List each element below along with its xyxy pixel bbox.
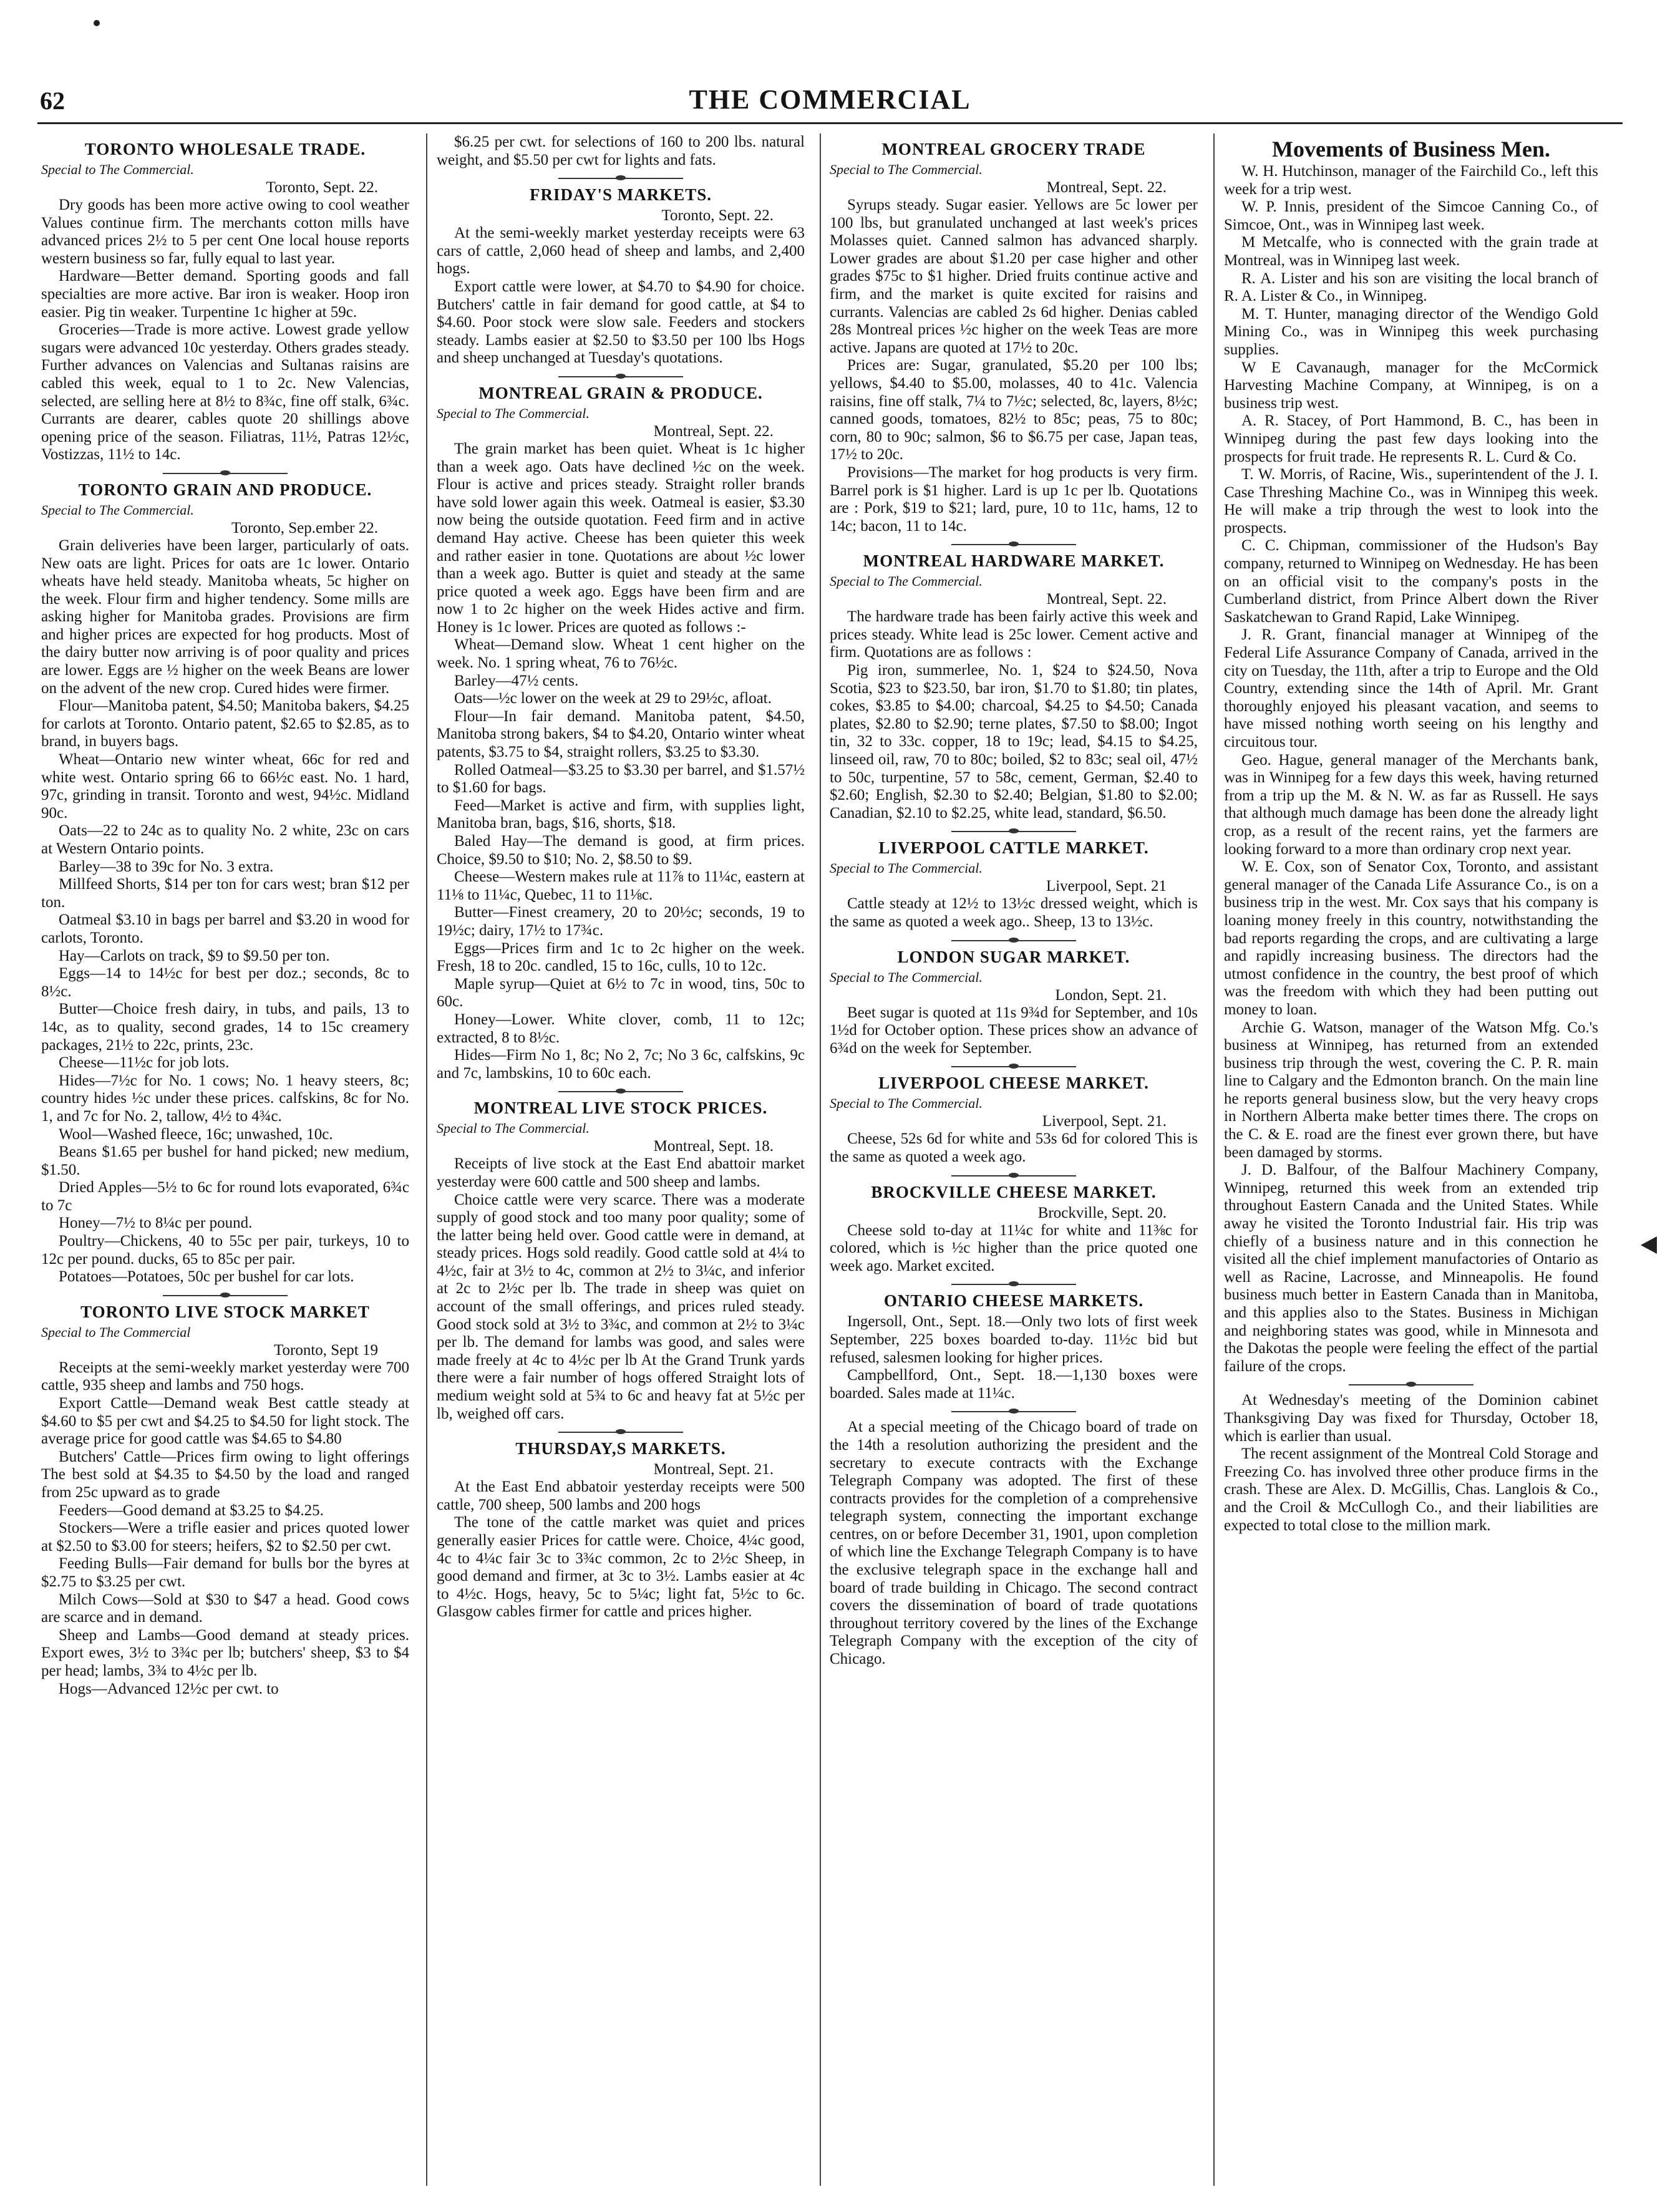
column-1 bbox=[41, 133, 409, 1698]
section-separator bbox=[951, 544, 1076, 545]
article-paragraph: The tone of the cattle market was quiet and prices generally easier Prices for cattle were. Choice, 4¼c good, 4c to 4¼c fair 3c to 3¾c common, 2c to 2½c Sheep, in good demand and firmer, at 3c to 3½. Lambs easier at 4c to 4½c. Hogs, heavy, 5c to 5¼c; light fat, 5½c to 6c. Glasgow cables firmer for cattle and prices higher. bbox=[437, 1514, 805, 1621]
article-section bbox=[830, 831, 1198, 931]
special-byline: Special to The Commercial. bbox=[830, 162, 983, 177]
special-byline: Special to The Commercial. bbox=[830, 860, 983, 876]
article-paragraph: Pig iron, summerlee, No. 1, $24 to $24.50, Nova Scotia, $23 to $23.50, bar iron, $1.70 to $1.80; tin plates, cokes, $3.85 to $4.00; charcoal, $4.25 to $4.50; Canada plates, $2.80 to $2.90; terne plates, $7.50 to $8.00; Ingot tin, 32 to 33c. copper, 18 to 19c; lead, $4.15 to $4.25, linseed oil, raw, 70 to 80c; boiled, $2 to 83c; seal oil, 47½ to 50c, turpentine, 57 to 58c, cement, German, $2.40 to $2.60; English, $2.30 to $2.40; Belgian, $1.80 to $2.00; Canadian, $2.10 to $2.25, white lead, standard, $6.50. bbox=[830, 662, 1198, 822]
section-separator bbox=[951, 1175, 1076, 1176]
article-paragraph: At the semi-weekly market yesterday receipts were 63 cars of cattle, 2,060 head of sheep and lambs, and 2,400 hogs. bbox=[437, 225, 805, 278]
column-3 bbox=[830, 133, 1198, 1669]
article-paragraph: Oatmeal $3.10 in bags per barrel and $3.20 in wood for carlots, Toronto. bbox=[41, 911, 409, 946]
special-byline: Special to The Commercial. bbox=[830, 1095, 983, 1112]
special-byline: Special to The Commercial. bbox=[41, 162, 194, 177]
section-separator bbox=[558, 178, 683, 179]
article-paragraph: Sheep and Lambs—Good demand at steady prices. Export ewes, 3½ to 3¾c per lb; butchers' sheep, $3 to $4 per head; lambs, 3¾ to 4½c per lb. bbox=[41, 1626, 409, 1679]
article-paragraph: Hay—Carlots on track, $9 to $9.50 per ton. bbox=[59, 947, 330, 964]
article-section bbox=[437, 376, 805, 1082]
dateline: Montreal, Sept. 22. bbox=[1046, 179, 1167, 196]
article-paragraph: Syrups steady. Sugar easier. Yellows are 5c lower per 100 lbs, but granulated unchanged at last week's prices Molasses quiet. Canned salmon has advanced sharply. Lower grades are about $1.20 per case higher and other grades $75c to $1 higher. Dried fruits continue active and firm, and the market is quite excited for raisins and currants. Valencias are cabled 2s 6d higher. Denias cabled 28s Montreal prices ½c higher on the week Teas are more active. Japans are quoted at 17½ to 20c. bbox=[830, 196, 1198, 356]
section-separator bbox=[951, 1411, 1076, 1412]
article-paragraph: Geo. Hague, general manager of the Merchants bank, was in Winnipeg for a few days this week, having returned from a trip up the M. & N. W. as far as Russell. He says that although much damage has been done the already light crop, as a result of the recent rains, yet the farmers are looking forward to a more than ordinary crop next year. bbox=[1224, 751, 1598, 858]
article-paragraph: Archie G. Watson, manager of the Watson Mfg. Co.'s business at Winnipeg, has returned from an extended business trip through the west, covering the C. P. R. main line to Calgary and the Edmonton branch. On the main line he reports general business slow, but the very heavy crops in Northern Alberta make better times there. The crops on the C. & E. road are the finest ever grown there, but have been damaged by storms. bbox=[1224, 1019, 1598, 1161]
article-section bbox=[830, 1066, 1198, 1166]
margin-pointer-mark bbox=[1641, 1236, 1657, 1254]
article-section bbox=[830, 940, 1198, 1058]
column-divider bbox=[820, 133, 821, 2186]
article-section bbox=[1224, 1384, 1598, 1535]
dateline: Toronto, Sept. 22. bbox=[661, 207, 774, 225]
section-separator bbox=[558, 376, 683, 377]
article-paragraph: The recent assignment of the Montreal Cold Storage and Freezing Co. has involved three other produce firms in the crash. These are Alex. D. McGillis, Chas. Langlois & Co., and the Croil & McCullogh Co., and their liabilities are expected to total close to the million mark. bbox=[1224, 1445, 1598, 1534]
article-paragraph: W E Cavanaugh, manager for the McCormick Harvesting Machine Company, at Winnipeg, is on a business trip west. bbox=[1224, 359, 1598, 412]
dateline: Montreal, Sept. 22. bbox=[653, 422, 774, 440]
article-section bbox=[830, 1175, 1198, 1276]
article-section bbox=[1224, 137, 1598, 1375]
article-paragraph: Ingersoll, Ont., Sept. 18.—Only two lots of first week September, 225 boxes boarded to-day. 11½c bid but refused, salesmen looking for higher prices. bbox=[830, 1313, 1198, 1366]
article-paragraph: J. D. Balfour, of the Balfour Machinery Company, Winnipeg, returned this week from an extended trip throughout Eastern Canada and the United States. While away he visited the Toronto Industrial fair. His trip was chiefly of a business nature and in this connection he visited all the chief implement manufactories of Ontario as well as Racine, Lacrosse, and Minneapolis. He found business much better in Eastern Canada than in Manitoba, and this applies also to the States. Business in Michigan and neighboring states was good, while in Minnesota and the Dakotas the people were feeling the effect of the partial failure of the crops. bbox=[1224, 1162, 1598, 1375]
section-heading: MONTREAL HARDWARE MARKET. bbox=[863, 551, 1165, 571]
article-paragraph: Receipts at the semi-weekly market yesterday were 700 cattle, 935 sheep and lambs and 750 hogs. bbox=[41, 1359, 409, 1394]
article-paragraph: Stockers—Were a trifle easier and prices quoted lower at $2.50 to $3.00 for steers; heifers, $2 to $2.50 per cwt. bbox=[41, 1520, 409, 1555]
section-heading: MONTREAL GROCERY TRADE bbox=[881, 140, 1146, 158]
article-paragraph: Oats—22 to 24c as to quality No. 2 white, 23c on cars at Western Ontario points. bbox=[41, 822, 409, 857]
article-paragraph: Cheese—11½c for job lots. bbox=[59, 1054, 230, 1072]
article-paragraph: $6.25 per cwt. for selections of 160 to 200 lbs. natural weight, and $5.50 per cwt for lights and fats. bbox=[437, 133, 805, 168]
section-heading: TORONTO GRAIN AND PRODUCE. bbox=[78, 480, 372, 499]
article-paragraph: Hides—Firm No 1, 8c; No 2, 7c; No 3 6c, calfskins, 9c and 7c, lambskins, 10 to 60c each. bbox=[437, 1047, 805, 1082]
section-separator bbox=[558, 1091, 683, 1092]
article-paragraph: At Wednesday's meeting of the Dominion cabinet Thanksgiving Day was fixed for Thursday, October 18, which is earlier than usual. bbox=[1224, 1392, 1598, 1445]
article-paragraph: Potatoes—Potatoes, 50c per bushel for car lots. bbox=[59, 1268, 354, 1286]
article-paragraph: W. H. Hutchinson, manager of the Fairchild Co., left this week for a trip west. bbox=[1224, 163, 1598, 198]
section-separator bbox=[1349, 1384, 1473, 1385]
article-paragraph: Butter—Choice fresh dairy, in tubs, and pails, 13 to 14c, as to quality, second grades, 14 to 15c creamery packages, 21½ to 22c, prints, 23c. bbox=[41, 1001, 409, 1054]
section-heading: BROCKVILLE CHEESE MARKET. bbox=[871, 1182, 1157, 1201]
article-section bbox=[41, 473, 409, 1286]
section-heading: FRIDAY'S MARKETS. bbox=[529, 185, 712, 205]
article-paragraph: Cheese sold to-day at 11¼c for white and 11⅜c for colored, which is ½c higher than the price quoted one week ago. Market excited. bbox=[830, 1221, 1198, 1274]
article-paragraph: The grain market has been quiet. Wheat is 1c higher than a week ago. Oats have declined ½c on the week. Flour is active and prices steady. Straight roller brands have sold lower again this week. Oatmeal is easier, $3.30 now being the outside quotation. Feed firm and in active demand Hay active. Cheese has been quieter this week and rather easier in tone. Quotations are about ½c lower than a week ago. Butter is quiet and steady at the same price quoted a week ago. Eggs have been firm and are now 1 to 2c higher on the week Hides active and firm. Honey is 1c lower. Prices are quoted as follows :- bbox=[437, 440, 805, 636]
special-byline: Special to The Commercial. bbox=[830, 969, 983, 985]
special-byline: Special to The Commercial. bbox=[41, 502, 194, 518]
article-paragraph: Butter—Finest creamery, 20 to 20½c; seconds, 19 to 19½c; dairy, 17½ to 17¾c. bbox=[437, 904, 805, 939]
column-divider bbox=[426, 133, 427, 2186]
section-separator bbox=[163, 1295, 288, 1296]
section-heading: LIVERPOOL CHEESE MARKET. bbox=[878, 1074, 1149, 1093]
article-section bbox=[437, 1091, 805, 1423]
article-paragraph: Export cattle were lower, at $4.70 to $4.90 for choice. Butchers' cattle in fair demand for good cattle, at $4 to $4.60. Poor stock were slow sale. Feeders and stockers steady. Lambs easier at $2.50 to $3.50 per 100 lbs Hogs and sheep unchanged at Tuesday's quotations. bbox=[437, 278, 805, 367]
section-heading: MONTREAL GRAIN & PRODUCE. bbox=[478, 383, 763, 402]
article-paragraph: Wool—Washed fleece, 16c; unwashed, 10c. bbox=[59, 1125, 333, 1143]
article-paragraph: Flour—In fair demand. Manitoba patent, $4.50, Manitoba strong bakers, $4 to $4.20, Ontario winter wheat patents, $3.75 to $4, straight rollers, $3.25 to $3.30. bbox=[437, 707, 805, 761]
article-paragraph: Provisions—The market for hog products is very firm. Barrel pork is $1 higher. Lard is up 1c per lb. Quotations are : Pork, $19 to $21; lard, pure, 10 to 11c, hams, 12 to 14c; bacon, 11 to 14c. bbox=[830, 463, 1198, 535]
dateline: Liverpool, Sept. 21 bbox=[1046, 878, 1167, 895]
article-paragraph: Receipts of live stock at the East End abattoir market yesterday were 600 cattle and 500 sheep and lambs. bbox=[437, 1155, 805, 1190]
article-section bbox=[830, 544, 1198, 822]
section-heading: LONDON SUGAR MARKET. bbox=[897, 947, 1130, 966]
article-paragraph: Grain deliveries have been larger, particularly of oats. New oats are light. Prices for oats are 1c lower. Ontario wheats have held steady. Manitoba wheats, 5c higher on the week. Flour firm and higher tendency. Some mills are asking higher for Manitoba grades. Provisions are firm and higher prices are expected for hog products. Most of the dairy butter now arriving is of poor quality and prices are lower. Eggs are ½ higher on the week Beans are lower on the advent of the new crop. Cured hides were firmer. bbox=[41, 536, 409, 697]
article-paragraph: W. E. Cox, son of Senator Cox, Toronto, and assistant general manager of the Canada Life Assurance Co., is on a business trip in the west. Mr. Cox says that his company is loaning money freely in this country, notwithstanding the bad reports regarding the crops, and are cultivating a large and rapidly increasing business. The directors had the utmost confidence in the country, the best proof of which was the freedom with which they had been putting out money to loan. bbox=[1224, 858, 1598, 1018]
article-paragraph: Export Cattle—Demand weak Best cattle steady at $4.60 to $5 per cwt and $4.25 to $4.50 for light stock. The average price for good cattle was $4.65 to $4.80 bbox=[41, 1395, 409, 1448]
column-divider bbox=[1213, 133, 1215, 2186]
article-paragraph: Wheat—Demand slow. Wheat 1 cent higher on the week. No. 1 spring wheat, 76 to 76½c. bbox=[437, 636, 805, 672]
article-paragraph: R. A. Lister and his son are visiting the local branch of R. A. Lister & Co., in Winnipeg. bbox=[1224, 269, 1598, 305]
article-paragraph: Cheese, 52s 6d for white and 53s 6d for colored This is the same as quoted a week ago. bbox=[830, 1130, 1198, 1165]
dateline: Brockville, Sept. 20. bbox=[1037, 1204, 1167, 1221]
article-section bbox=[437, 133, 805, 169]
article-section bbox=[830, 1284, 1198, 1402]
article-section bbox=[437, 1432, 805, 1621]
special-byline: Special to The Commercial bbox=[41, 1324, 191, 1340]
article-paragraph: T. W. Morris, of Racine, Wis., superintendent of the J. I. Case Threshing Machine Co., was in Winnipeg this week. He will make a trip through the west to look into the prospects. bbox=[1224, 466, 1598, 536]
article-paragraph: Honey—7½ to 8¼c per pound. bbox=[59, 1215, 253, 1232]
article-paragraph: Beet sugar is quoted at 11s 9¾d for September, and 10s 1½d for October option. These prices show an advance of 6¾d on the week for September. bbox=[830, 1004, 1198, 1057]
article-section bbox=[830, 1411, 1198, 1668]
article-paragraph: C. C. Chipman, commissioner of the Hudson's Bay company, returned to Winnipeg on Wednesday. He has been on an official visit to the company's posts in the Cumberland district, from Prince Albert down the River Saskatchewan to Grand Rapid, Lake Winnipeg. bbox=[1224, 537, 1598, 626]
dateline: Liverpool, Sept. 21. bbox=[1042, 1113, 1167, 1130]
section-separator bbox=[951, 831, 1076, 832]
article-paragraph: Groceries—Trade is more active. Lowest grade yellow sugars were advanced 10c yesterday. Others grades steady. Further advances on Valencias and Sultanas raisins are cabled this week, equal to 1 to 2c. New Valencias, selected, are selling here at 8½ to 8¾c, fine off stalk, 6¾c. Currants are dearer, cables quote 20 shillings above opening price of the season. Filiatras, 11½, Patras 12½c, Vostizzas, 11½ to 14c. bbox=[41, 321, 409, 463]
special-byline: Special to The Commercial. bbox=[437, 405, 590, 421]
section-heading: Movements of Business Men. bbox=[1272, 137, 1550, 162]
article-paragraph: Hides—7½c for No. 1 cows; No. 1 heavy steers, 8c; country hides ½c under these prices. calfskins, 8c for No. 1, and 7c for No. 2, tallow, 4½ to 4¾c. bbox=[41, 1072, 409, 1125]
article-paragraph: At a special meeting of the Chicago board of trade on the 14th a resolution authorizing the president and the secretary to execute contracts with the Exchange Telegraph Company was adopted. The first of these contracts provides for the completion of a comprehensive telegraph system, connecting the important exchange centres, on or before December 31, 1901, upon completion of which line the Exchange Telegraph Company is to have the exclusive telegraph space in the exchange hall and board of trade building in Chicago. The second contract covers the dissemination of board of trade quotations throughout territory covered by the lines of the Exchange Telegraph Company with the exception of the city of Chicago. bbox=[830, 1419, 1198, 1668]
section-separator bbox=[951, 1066, 1076, 1067]
article-paragraph: Feeders—Good demand at $3.25 to $4.25. bbox=[59, 1501, 324, 1519]
article-paragraph: Campbellford, Ont., Sept. 18.—1,130 boxes were boarded. Sales made at 11¼c. bbox=[830, 1367, 1198, 1402]
article-paragraph: At the East End abbatoir yesterday receipts were 500 cattle, 700 sheep, 500 lambs and 200 hogs bbox=[437, 1478, 805, 1513]
article-paragraph: Millfeed Shorts, $14 per ton for cars west; bran $12 per ton. bbox=[41, 876, 409, 911]
article-paragraph: M Metcalfe, who is connected with the grain trade at Montreal, was in Winnipeg last week. bbox=[1224, 234, 1598, 269]
article-section bbox=[437, 178, 805, 367]
dateline: Toronto, Sept 19 bbox=[274, 1341, 378, 1359]
article-paragraph: Barley—47½ cents. bbox=[454, 672, 579, 689]
article-paragraph: Flour—Manitoba patent, $4.50; Manitoba bakers, $4.25 for carlots at Toronto. Ontario patent, $2.65 to $2.85, as to brand, in buyers bags. bbox=[41, 697, 409, 750]
dateline: Toronto, Sept. 22. bbox=[266, 179, 378, 196]
article-paragraph: Eggs—14 to 14½c for best per doz.; seconds, 8c to 8½c. bbox=[41, 965, 409, 1000]
section-separator bbox=[163, 473, 288, 474]
dateline: Montreal, Sept. 18. bbox=[653, 1138, 774, 1155]
article-paragraph: Poultry—Chickens, 40 to 55c per pair, turkeys, 10 to 12c per pound. ducks, 65 to 85c per pair. bbox=[41, 1233, 409, 1268]
section-separator bbox=[951, 940, 1076, 941]
page-number: 62 bbox=[40, 87, 65, 115]
article-paragraph: Choice cattle were very scarce. There was a moderate supply of good stock and too many poor quality; some of the latter being held over. Good cattle were in demand, at steady prices. Hogs sold readily. Good cattle sold at 4¼ to 4½c, fair at 3½ to 4c, common at 2½ to 3¼c, and inferior at 2c to 2½c per lb. The trade in sheep was quiet on account of the small offerings, and prices ruled steady. Good stock sold at 3½ to 3¾c, and common at 2½ to 3¼c per lb. The demand for lambs was good, and sales were made freely at 4c to 4½c per lb At the Grand Trunk yards there were a fair number of hogs offered Straight lots of medium weight sold at 5¾ to 6c and heavy fat at 5½c per lb, weighed off cars. bbox=[437, 1191, 805, 1422]
section-heading: LIVERPOOL CATTLE MARKET. bbox=[878, 838, 1149, 858]
article-paragraph: The hardware trade has been fairly active this week and prices steady. White lead is 25c lower. Cement active and firm. Quotations are as follows : bbox=[830, 608, 1198, 661]
decorative-dot bbox=[94, 20, 100, 26]
article-paragraph: W. P. Innis, president of the Simcoe Canning Co., of Simcoe, Ont., was in Winnipeg last week. bbox=[1224, 198, 1598, 233]
article-paragraph: Cheese—Western makes rule at 11⅞ to 11¼c, eastern at 11⅛ to 11¼c, Quebec, 11 to 11⅛c. bbox=[437, 868, 805, 903]
article-paragraph: Hogs—Advanced 12½c per cwt. to bbox=[59, 1680, 279, 1697]
section-heading: ONTARIO CHEESE MARKETS. bbox=[883, 1291, 1144, 1311]
article-paragraph: Hardware—Better demand. Sporting goods and fall specialties are more active. Bar iron is weaker. Hoop iron easier. Pig tin weaker. Turpentine 1c higher at 59c. bbox=[41, 268, 409, 321]
section-heading: THURSDAY,S MARKETS. bbox=[515, 1439, 726, 1458]
article-paragraph: Dried Apples—5½ to 6c for round lots evaporated, 6¾c to 7c bbox=[41, 1179, 409, 1214]
article-paragraph: Dry goods has been more active owing to cool weather Values continue firm. The merchants cotton mills have advanced prices 2½ to 5 per cent One local house reports western business so far, fully equal to last year. bbox=[41, 196, 409, 267]
article-paragraph: Butchers' Cattle—Prices firm owing to light offerings The best sold at $4.35 to $4.50 by the load and ranged from 25c upward as to grade bbox=[41, 1448, 409, 1501]
column-2 bbox=[437, 133, 805, 1621]
section-heading: TORONTO LIVE STOCK MARKET bbox=[80, 1302, 370, 1321]
article-paragraph: Feeding Bulls—Fair demand for bulls bor the byres at $2.75 to $3.25 per cwt. bbox=[41, 1555, 409, 1590]
masthead-rule bbox=[37, 122, 1623, 124]
section-separator bbox=[558, 1432, 683, 1433]
dateline: Montreal, Sept. 22. bbox=[1046, 591, 1167, 608]
article-paragraph: Feed—Market is active and firm, with supplies light, Manitoba bran, bags, $16, shorts, $18. bbox=[437, 797, 805, 832]
article-section bbox=[41, 1295, 409, 1698]
article-paragraph: Milch Cows—Sold at $30 to $47 a head. Good cows are scarce and in demand. bbox=[41, 1591, 409, 1626]
article-section bbox=[830, 140, 1198, 535]
article-paragraph: Oats—½c lower on the week at 29 to 29½c, afloat. bbox=[454, 690, 772, 707]
section-heading: MONTREAL LIVE STOCK PRICES. bbox=[473, 1099, 768, 1118]
article-paragraph: Barley—38 to 39c for No. 3 extra. bbox=[59, 858, 274, 875]
dateline: Toronto, Sep.ember 22. bbox=[231, 519, 378, 536]
article-paragraph: Baled Hay—The demand is good, at firm prices. Choice, $9.50 to $10; No. 2, $8.50 to $9. bbox=[437, 833, 805, 868]
article-paragraph: Maple syrup—Quiet at 6½ to 7c in wood, tins, 50c to 60c. bbox=[437, 975, 805, 1011]
article-paragraph: M. T. Hunter, managing director of the Wendigo Gold Mining Co., was in Winnipeg this week purchasing supplies. bbox=[1224, 305, 1598, 358]
article-paragraph: Eggs—Prices firm and 1c to 2c higher on the week. Fresh, 18 to 20c. candled, 15 to 16c, culls, 10 to 12c. bbox=[437, 939, 805, 975]
special-byline: Special to The Commercial. bbox=[437, 1120, 590, 1137]
article-paragraph: J. R. Grant, financial manager at Winnipeg of the Federal Life Assurance Company of Canada, arrived in the city on Tuesday, the 11th, after a trip to Europe and the Old Country, extending since the 14th of April. Mr. Grant thoroughly enjoyed his pleasant vacation, and seems to have missed nothing worth seeing on his lengthy and circuitous tour. bbox=[1224, 626, 1598, 750]
article-paragraph: Wheat—Ontario new winter wheat, 66c for red and white west. Ontario spring 66 to 66½c east. No. 1 hard, 97c, grinding in transit. Toronto and west, 94½c. Midland 90c. bbox=[41, 751, 409, 822]
article-paragraph: Prices are: Sugar, granulated, $5.20 per 100 lbs; yellows, $4.40 to $5.00, molasses, 40 to 41c. Valencia raisins, fine off stalk, 7¼ to 7½c; selected, 8c, layers, 8½c; canned goods, tomatoes, 82½ to 85c; peas, 75 to 80c; corn, 80 to 90c; salmon, $6 to $6.75 per case, Japan teas, 17½ to 20c. bbox=[830, 357, 1198, 463]
dateline: London, Sept. 21. bbox=[1055, 986, 1167, 1004]
article-paragraph: Rolled Oatmeal—$3.25 to $3.30 per barrel, and $1.57½ to $1.60 for bags. bbox=[437, 761, 805, 797]
article-paragraph: Honey—Lower. White clover, comb, 11 to 12c; extracted, 8 to 8½c. bbox=[437, 1011, 805, 1046]
section-separator bbox=[951, 1284, 1076, 1285]
special-byline: Special to The Commercial. bbox=[830, 573, 983, 589]
article-paragraph: Cattle steady at 12½ to 13½c dressed weight, which is the same as quoted a week ago.. Sheep, 13 to 13½c. bbox=[830, 895, 1198, 930]
article-paragraph: A. R. Stacey, of Port Hammond, B. C., has been in Winnipeg during the past few days looking into the prospects for fruit trade. He represents R. L. Curd & Co. bbox=[1224, 412, 1598, 465]
masthead-title: THE COMMERCIAL bbox=[689, 84, 971, 115]
section-heading: TORONTO WHOLESALE TRADE. bbox=[84, 140, 366, 158]
article-section bbox=[41, 140, 409, 464]
article-paragraph: Beans $1.65 per bushel for hand picked; new medium, $1.50. bbox=[41, 1143, 409, 1178]
dateline: Montreal, Sept. 21. bbox=[653, 1461, 774, 1478]
column-4 bbox=[1224, 133, 1598, 1535]
